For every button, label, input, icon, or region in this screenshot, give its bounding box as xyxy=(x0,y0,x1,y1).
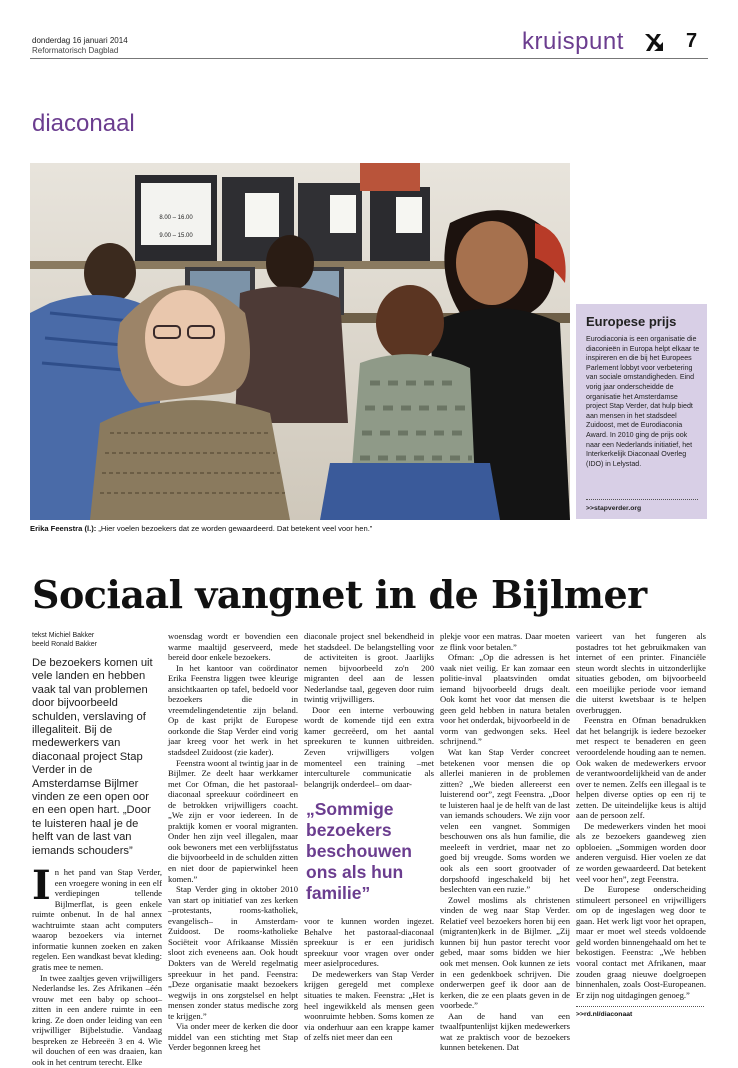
paragraph: Stap Verder ging in oktober 2010 van start op initiatief van zes kerken –protestants, rooms-katholiek, evangelisch– in Amsterdam-Zuidoost. De rooms-katholieke Sociëteit voor Afrikaanse Missiën sloot zich eveneens aan. Ook houdt Dokters van de Wereld regelmatig spreekuur in het pand. Feenstra: „Deze organisatie maakt bezoekers wegwijs in ons zorgstelsel en helpt mensen zonder status medische zorg te krijgen.” xyxy=(168,884,298,1021)
column-4 xyxy=(440,631,570,1053)
article-headline: Sociaal vangnet in de Bijlmer xyxy=(32,572,647,617)
rubric-label: diaconaal xyxy=(32,110,135,137)
info-box-divider xyxy=(586,499,698,500)
byline xyxy=(32,631,162,649)
end-divider xyxy=(576,1006,704,1007)
paragraph: Feenstra en Ofman benadrukken dat het belangrijk is iedere bezoeker met respect te benaderen en geen veroordelende houding aan te nemen. Ook waken de medewerkers ervoor de verantwoordelijkheid van de ander over te nemen. Zelfs een illegaal is te helpen diverse opties op een rij te zetten. De uiteindelijke keus is altijd aan de persoon zelf. xyxy=(576,715,706,821)
paragraph: Ofman: „Op die adressen is het vaak niet veilig. Er kan zomaar een politie-inval plaatsvinden omdat iemand bijvoorbeeld drugs dealt. Ook komt het voor dat mensen die geen geld hebben in natura betalen voor het onderdak, bijvoorbeeld in de vorm van gedwongen seks. Heel schrijnend.” xyxy=(440,652,570,747)
header-divider xyxy=(30,58,708,59)
pull-quote: „Sommige bezoekers beschouwen ons als hun familie” xyxy=(306,799,412,904)
paragraph: diaconale project snel bekendheid in het stadsdeel. De belangstelling voor de activiteiten is groot. Jaarlijks nemen bijvoorbeeld zo'n 200 migranten deel aan de lessen Nederlandse taal, gegeven door ruim twintig vrijwilligers. xyxy=(304,631,434,705)
byline-text: tekst Michiel Bakker xyxy=(32,632,95,639)
photo-illustration xyxy=(30,163,570,520)
column-3 xyxy=(304,631,434,1043)
byline-photo: beeld Ronald Bakker xyxy=(32,641,97,648)
info-box-title: Europese prijs xyxy=(586,314,677,329)
notice-hours-2: 9.00 – 15.00 xyxy=(159,233,193,239)
column-1 xyxy=(32,631,162,1067)
article-link[interactable]: >>rd.nl/diaconaat xyxy=(576,1011,633,1019)
notice-hours-1: 8.00 – 16.00 xyxy=(159,215,193,221)
column-5 xyxy=(576,631,706,1021)
paragraph: Wat kan Stap Verder concreet betekenen voor mensen die op allerlei manieren in de problemen zitten? „We bieden allereerst een luisterend oor”, zegt Feenstra. „Door te luisteren haal je de helft van de last van iemands schouders. We zijn voor velen een vangnet. Sommigen beschouwen ons als hun familie, die meeleeft in verdriet, maar net zo goed bij vreugde. Soms worden we ook als een soort grootvader of dorpshoofd ingeschakeld bij het beslechten van een ruzie.” xyxy=(440,747,570,895)
paragraph: De medewerkers vinden het mooi als ze bezoekers gaandeweg zien opbloeien. „Sommigen worden door anderen verguisd. Hier voelen ze dat ze worden gewaardeerd. Dat betekent veel voor hen”, zegt Feenstra. xyxy=(576,820,706,884)
paragraph-text: n het pand van Stap Verder, een vroegere woning in een elf verdiepingen tellende Bijlmerflat, is geen enkele ruimte onbenut. In de hal annex wachtruimte staan acht computers waarop bezoekers via internet informatie kunnen zoeken en zaken regelen. Een wandkast bevat kleding: gratis mee te nemen. xyxy=(32,867,162,973)
paragraph: De medewerkers van Stap Verder krijgen geregeld met complexe situaties te maken. Feenstra: „Het is heel ingewikkeld als mensen geen woonruimte hebben. Soms komen ze via onderhuur aan een krappe kamer of zelfs niet meer dan een xyxy=(304,968,434,1043)
paragraph: woensdag wordt er bovendien een warme maaltijd geserveerd, mede bereid door enkele bezoekers. xyxy=(168,631,298,663)
newspaper-name: Reformatorisch Dagblad xyxy=(32,46,119,55)
info-box-link[interactable]: >>stapverder.org xyxy=(586,505,642,512)
article-intro: De bezoekers komen uit vele landen en hebben vaak tal van problemen door bijvoorbeeld schulden, verslaving of illegaliteit. Bij de medewerkers van diaconaal project Stap Verder in de Amsterdamse Bijlmer vinden ze een open oor en een open hart. „Door te luisteren haal je de helft van de last van iemands schouders” xyxy=(32,657,153,857)
paragraph: In twee zaaltjes geven vrijwilligers Nederlandse les. Zes Afrikanen –één vrouw met een baby op schoot– zitten in een andere ruimte in een kring. Ze doen onder leiding van een vrijwilliger Bijbelstudie. Vandaag bespreken ze Hebreeën 3 en 4. Wie wil douchen of een was draaien, kan ook in het centrum terecht. Elke xyxy=(32,972,162,1067)
caption-text: „Hier voelen bezoekers dat ze worden gewaardeerd. Dat betekent veel voor hen.” xyxy=(96,524,373,533)
paragraph: Door een interne verbouwing wordt de komende tijd een extra kamer gecreëerd, om het aantal spreekuren te kunnen uitbreiden. Zeven vrijwilligers volgen momenteel een training –met interculturele communicatie als belangrijk onderdeel– om daar- xyxy=(304,704,434,789)
column-2 xyxy=(168,631,298,1053)
drop-cap: I xyxy=(32,862,51,910)
info-box-body: Eurodiaconia is een organisatie die diaconieën in Europa helpt elkaar te inspireren en die bij het Europees Parlement lobbyt voor verbetering van sociale omstandigheden. Eind vorig jaar onderscheidde de organisatie het Amsterdamse project Stap Verder, dat hulp biedt aan mensen in het stadsdeel Zuidoost, met de Eurodiaconia Award. In 2010 ging de prijs ook naar een Nederlands initiatief, het Interkerkelijk Diaconaal Overleg (IDO) in Lelystad. xyxy=(586,335,700,468)
paragraph: Via onder meer de kerken die door middel van een stichting met Stap Verder begonnen kreeg het xyxy=(168,1021,298,1053)
paragraph: Feenstra woont al twintig jaar in de Bijlmer. Ze deelt haar werkkamer met Cor Ofman, die het pastoraal-diaconaal spreekuur coördineert en de betrokken vrijwilligers coacht. „We zijn er voor iedereen. In de praktijk komen er vooral migranten. Onder hen zijn veel illegalen, maar ook bewoners met een verblijfsstatus die bijvoorbeeld in de schulden zitten en niet door de papierwinkel heen komen.” xyxy=(168,757,298,884)
paragraph: In het kantoor van coördinator Erika Feenstra liggen twee kleurige ansichtkaarten op tafel, bedoeld voor bezoekers die in vreemdelingendetentie zijn beland. Op de kast prijkt de Europese oorkonde die Stap Verder eind vorig jaar kreeg voor het werk in het stadsdeel Zuidoost (zie kader). xyxy=(168,662,298,758)
info-box xyxy=(576,304,707,519)
issue-date: donderdag 16 januari 2014 xyxy=(32,36,128,45)
article-photo xyxy=(30,163,570,520)
paragraph: varieert van het fungeren als postadres tot het gebruikmaken van internet of een printer. Financiële steun wordt slechts in uitzonderlijke situaties geboden, om bijvoorbeeld een moeilijke periode voor iemand die uiterst kwetsbaar is te helpen overbruggen. xyxy=(576,631,706,715)
paragraph: voor te kunnen worden ingezet. Behalve het pastoraal-diaconaal spreekuur is er een juridisch spreekuur voor vragen over onder meer asielprocedures. xyxy=(304,916,434,969)
kruispunt-arrow-icon xyxy=(642,30,666,54)
paragraph: De Europese onderscheiding stimuleert personeel en vrijwilligers om op de ingeslagen weg door te gaan. Het werk ligt voor het oprapen, maar er moet wel steeds voldoende geld worden binnengehaald om het te bekostigen. Feenstra: „We hebben vooral contact met Afrikanen, maar zouden graag nieuwe doelgroepen binnenhalen, zoals Oost-Europeanen. Er zijn nog uitdagingen genoeg.” xyxy=(576,884,706,1000)
paragraph: plekje voor een matras. Daar moeten ze flink voor betalen.” xyxy=(440,631,570,652)
paragraph xyxy=(32,862,162,973)
paragraph: Aan de hand van een twaalfpuntenlijst kijken medewerkers wat ze praktisch voor de bezoekers kunnen betekenen. Dat xyxy=(440,1010,570,1053)
page-number: 7 xyxy=(686,30,698,52)
photo-caption xyxy=(30,524,570,533)
caption-name: Erika Feenstra (l.): xyxy=(30,524,97,533)
section-title: kruispunt xyxy=(522,28,624,55)
paragraph: Zowel moslims als christenen vinden de weg naar Stap Verder. Relatief veel bezoekers horen bij een (migranten)kerk in de Bijlmer. „Zij kunnen bij hun pastor terecht voor gebed, maar soms bidden we hier ook met mensen. Ook kunnen ze iets in een gedenkboek schrijven. Die onderwerpen geef ik door aan de kerken, die ze een plaats geven in de voorbede.” xyxy=(440,894,570,1011)
